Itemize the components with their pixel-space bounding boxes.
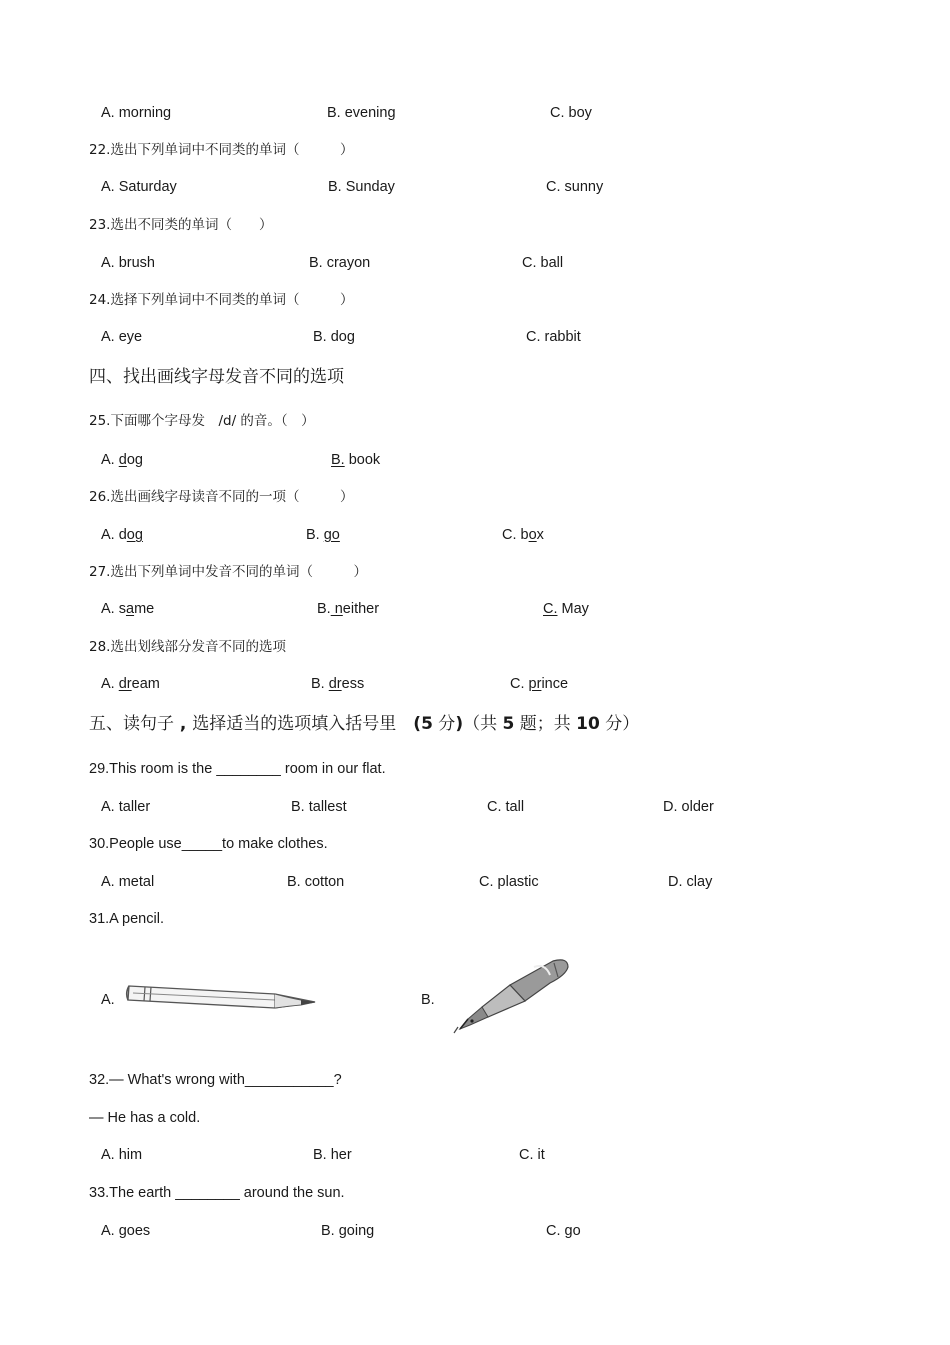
section-heading-part: ,	[174, 714, 193, 734]
answer-option[interactable]: C. go	[546, 1223, 581, 1239]
answer-option[interactable]: B. going	[321, 1223, 375, 1239]
answer-option[interactable]: A. same	[101, 601, 155, 617]
question-text: 29.This room is the ________ room in our flat.	[89, 761, 386, 777]
answer-option[interactable]: C. tall	[487, 799, 525, 815]
question-text: 32.— What's wrong with___________?	[89, 1072, 342, 1088]
section-heading-part: )	[455, 714, 464, 734]
answer-option[interactable]: D. older	[663, 799, 714, 815]
answer-option[interactable]: A. brush	[101, 255, 155, 271]
question-text: 28.选出划线部分发音不同的选项	[89, 639, 286, 655]
answer-option[interactable]: A. metal	[101, 874, 155, 890]
answer-option[interactable]: B. cotton	[287, 874, 345, 890]
question-text: 33.The earth ________ around the sun.	[89, 1185, 345, 1201]
answer-option[interactable]: A. dream	[101, 676, 160, 692]
answer-option[interactable]: B. tallest	[291, 799, 347, 815]
question-text: 26.选出画线字母读音不同的一项（ ）	[89, 489, 354, 505]
section-heading-part: 5	[502, 714, 515, 734]
answer-option[interactable]: B. Sunday	[328, 179, 395, 195]
section-heading-part: 五、读句子	[89, 714, 174, 734]
section-heading-part: (5	[413, 714, 433, 734]
answer-option[interactable]: C. prince	[510, 676, 569, 692]
question-text: 31.A pencil.	[89, 911, 164, 927]
section-heading-part: 选择适当的选项填入括号里	[192, 714, 414, 734]
pencil-image	[125, 978, 317, 1014]
section-heading	[89, 709, 639, 734]
section-heading-part: 分	[432, 714, 456, 734]
pen-image	[450, 955, 574, 1037]
answer-option[interactable]: A. dog	[101, 527, 143, 543]
answer-option[interactable]: A. goes	[101, 1223, 151, 1239]
answer-option[interactable]: A. morning	[101, 105, 172, 121]
question-text: 27.选出下列单词中发音不同的单词（ ）	[89, 564, 367, 580]
answer-option[interactable]: B. dog	[313, 329, 355, 345]
answer-option[interactable]: A. him	[101, 1147, 143, 1163]
section-heading-part: 题；共	[514, 714, 577, 734]
answer-option[interactable]: B. book	[331, 452, 381, 468]
answer-option[interactable]: B. dress	[311, 676, 365, 692]
answer-option[interactable]: C. box	[502, 527, 544, 543]
answer-option[interactable]: C. plastic	[479, 874, 539, 890]
question-text: 30.People use_____to make clothes.	[89, 836, 328, 852]
answer-option[interactable]: B.	[421, 992, 435, 1008]
answer-option[interactable]: D. clay	[668, 874, 713, 890]
answer-option[interactable]: A. Saturday	[101, 179, 177, 195]
question-text: — He has a cold.	[89, 1110, 201, 1126]
question-text: 22.选出下列单词中不同类的单词（ ）	[89, 142, 354, 158]
section-heading-part: 分）	[599, 714, 640, 734]
question-text: 25.下面哪个字母发 /d/ 的音。（ ）	[89, 413, 315, 429]
answer-option[interactable]: A. taller	[101, 799, 151, 815]
section-heading: 四、找出画线字母发音不同的选项	[89, 367, 344, 387]
answer-option[interactable]: C. sunny	[546, 179, 604, 195]
answer-option[interactable]: C. it	[519, 1147, 545, 1163]
question-text: 24.选择下列单词中不同类的单词（ ）	[89, 292, 354, 308]
answer-option[interactable]: B. go	[306, 527, 340, 543]
section-heading-part: （共	[463, 714, 503, 734]
answer-option[interactable]: A.	[101, 992, 115, 1008]
answer-option[interactable]: B. evening	[327, 105, 396, 121]
answer-option[interactable]: B. crayon	[309, 255, 371, 271]
answer-option[interactable]: A. eye	[101, 329, 143, 345]
answer-option[interactable]: C. boy	[550, 105, 592, 121]
answer-option[interactable]: B. neither	[317, 601, 380, 617]
answer-option[interactable]: B. her	[313, 1147, 352, 1163]
section-heading-part: 10	[576, 714, 600, 734]
answer-option[interactable]: A. dog	[101, 452, 143, 468]
question-text: 23.选出不同类的单词（ ）	[89, 217, 273, 233]
answer-option[interactable]: C. rabbit	[526, 329, 581, 345]
answer-option[interactable]: C. May	[543, 601, 589, 617]
answer-option[interactable]: C. ball	[522, 255, 564, 271]
